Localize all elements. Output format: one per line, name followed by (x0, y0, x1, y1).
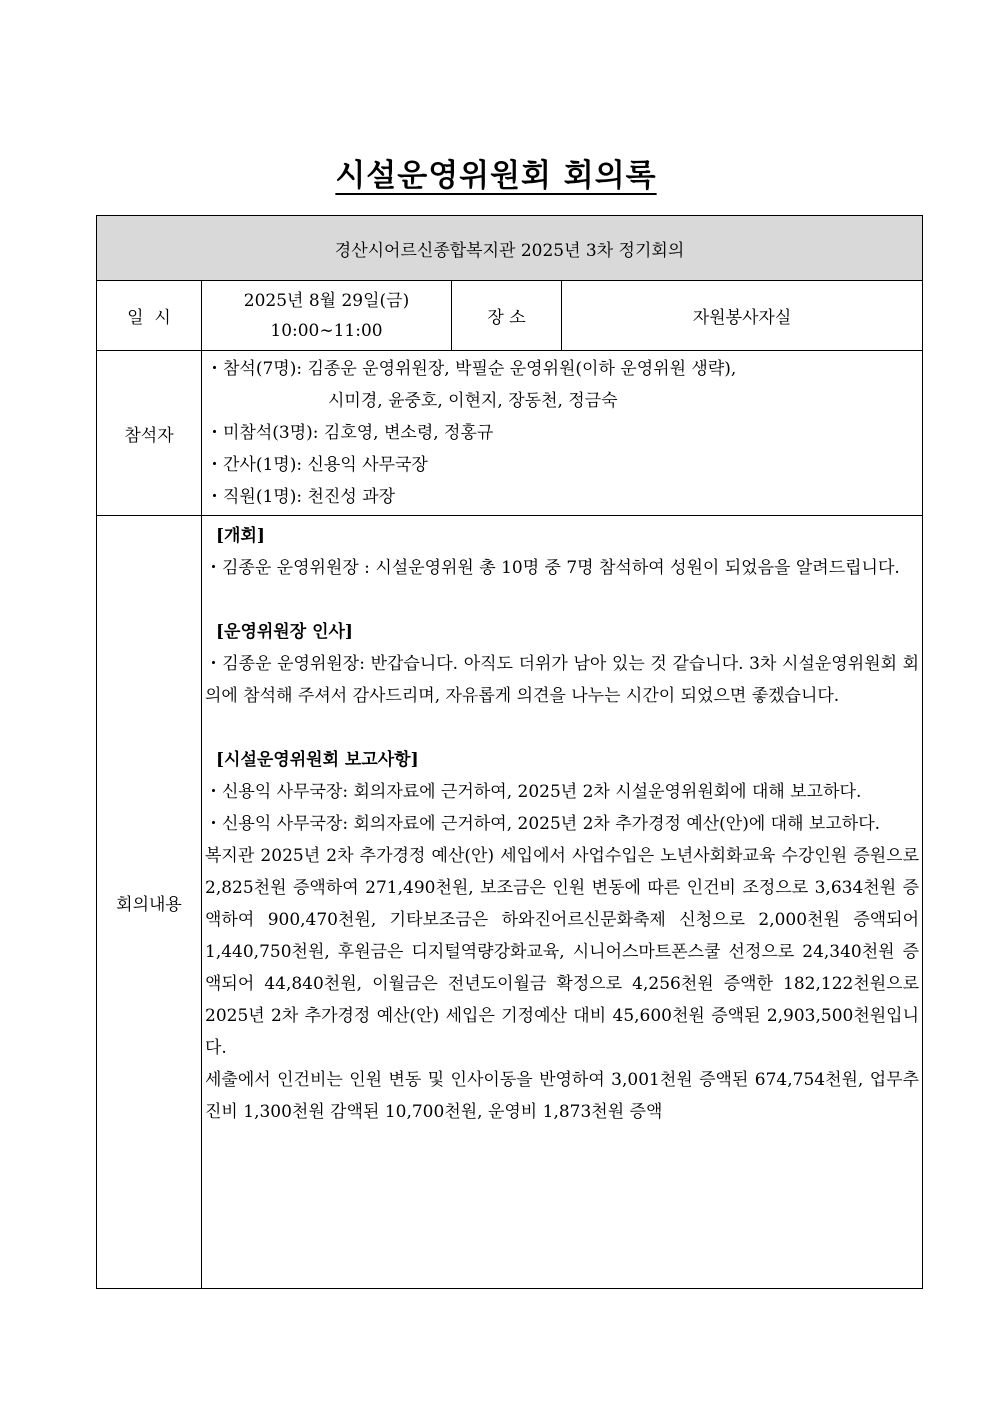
section-paragraph: 세출에서 인건비는 인원 변동 및 인사이동을 반영하여 3,001천원 증액된 674,754천원, 업무추진비 1,300천원 감액된 10,700천원, 운영비 1,873천원 증액 (205, 1070, 920, 1122)
meeting-content (202, 516, 923, 1289)
section-paragraph: ・김종운 운영위원장 : 시설운영위원 총 10명 중 7명 참석하여 성원이 되었음을 알려드립니다. (205, 558, 900, 578)
meeting-time: 10:00∼11:00 (270, 320, 383, 341)
meeting-date: 2025년 8월 29일(금) (243, 290, 410, 311)
document-title-wrap (0, 150, 992, 195)
minutes-table (96, 215, 923, 1289)
section-opening (205, 520, 919, 584)
section-heading: [시설운영위원회 보고사항] (216, 750, 419, 770)
attendees-absent: ・미참석(3명): 김호영, 변소령, 정홍규 (206, 423, 494, 443)
meeting-name: 경산시어르신종합복지관 2025년 3차 정기회의 (97, 216, 923, 281)
section-paragraph: ・김종운 운영위원장: 반갑습니다. 아직도 더위가 남아 있는 것 같습니다. 3차 시설운영위원회 회의에 참석해 주셔서 감사드리며, 자유롭게 의견을 나누는 시간이 되었으면 좋겠습니다. (205, 654, 920, 706)
content-label: 회의내용 (97, 516, 202, 1289)
section-report (205, 744, 919, 1128)
attendees-present: ・참석(7명): 김종운 운영위원장, 박필순 운영위원(이하 운영위원 생략), (206, 359, 737, 379)
section-paragraph: ・신용익 사무국장: 회의자료에 근거하여, 2025년 2차 시설운영위원회에 대해 보고하다. (205, 782, 862, 802)
document-title: 시설운영위원회 회의록 (335, 158, 657, 194)
datetime-label: 일 시 (97, 281, 202, 351)
attendees-label: 참석자 (97, 351, 202, 516)
section-paragraph: 복지관 2025년 2차 추가경정 예산(안) 세입에서 사업수입은 노년사회화교육 수강인원 증원으로 2,825천원 증액하여 271,490천원, 보조금은 인원 변동에 따른 인건비 조정으로 3,634천원 증액하여 900,470천원, 기타보조금은 하와진어르신문화축제 신청으로 2,000천원 증액되어 1,440,750천원, 후원금은 디지털역량강화교육, 시니어스마트폰스쿨 선정으로 24,340천원 증액되어 44,840천원, 이월금은 전년도이월금 확정으로 4,256천원 증액한 182,122천원으로 2025년 2차 추가경정 예산(안) 세입은 기정예산 대비 45,600천원 증액된 2,903,500천원입니다. (205, 846, 920, 1058)
section-paragraph: ・신용익 사무국장: 회의자료에 근거하여, 2025년 2차 추가경정 예산(안)에 대해 보고하다. (205, 814, 881, 834)
section-heading: [개회] (216, 526, 265, 546)
location-value: 자원봉사자실 (562, 281, 923, 351)
attendees-list (202, 351, 923, 516)
section-heading: [운영위원장 인사] (216, 622, 353, 642)
section-greeting (205, 616, 919, 712)
location-label: 장 소 (452, 281, 562, 351)
datetime-value (202, 281, 452, 351)
attendees-present-cont: 시미경, 윤중호, 이현지, 장동천, 정금숙 (328, 391, 618, 411)
attendees-staff: ・직원(1명): 천진성 과장 (206, 487, 395, 507)
attendees-secretary: ・간사(1명): 신용익 사무국장 (206, 455, 428, 475)
